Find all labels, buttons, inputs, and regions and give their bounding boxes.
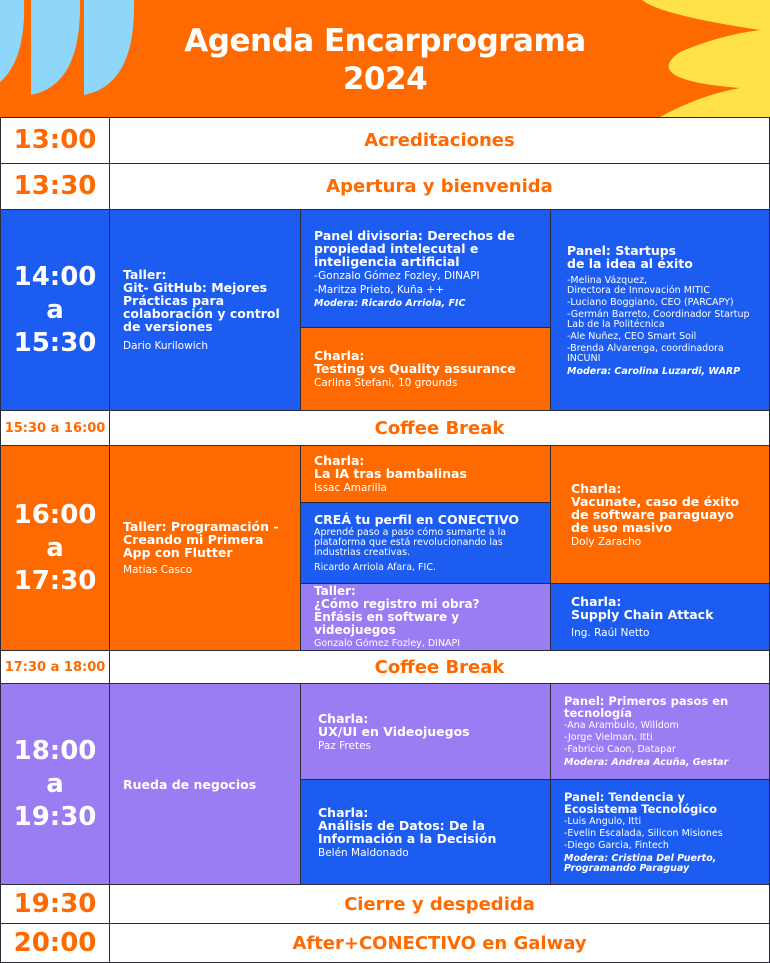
session-taller-flutter <box>109 445 301 651</box>
session-charla-testing <box>300 327 551 411</box>
session-after: After+CONECTIVO en Galway <box>109 923 770 963</box>
session-panel-primeros-pasos <box>550 683 770 780</box>
session-coffee-break: Coffee Break <box>109 410 770 446</box>
session-speaker: Doly Zaracho <box>571 535 642 548</box>
session-title: Charla: UX/UI en Videojuegos <box>318 710 470 739</box>
session-panel-startups <box>550 209 770 411</box>
session-speaker: Gonzalo Gómez Fozley, DINAPI <box>314 638 461 649</box>
session-apertura: Apertura y bienvenida <box>109 163 770 210</box>
session-speaker: Matias Casco <box>123 564 193 576</box>
panelist: -Jorge Vielman, Itti <box>564 732 653 743</box>
panelist: -Ana Arambulo, Willdom <box>564 720 679 731</box>
session-speaker: Issac Amarilla <box>314 482 387 494</box>
time-end: 17:30 <box>13 565 97 596</box>
title-line-1: Agenda Encarprograma <box>184 23 586 59</box>
time-13-30: 13:30 <box>0 163 110 210</box>
panelist: -Diego Garcia, Fintech <box>564 839 669 851</box>
session-title: Panel: Primeros pasos en tecnología <box>564 694 729 720</box>
header-banner <box>0 0 770 117</box>
time-start: 14:00 <box>13 261 97 292</box>
session-analisis-datos <box>300 779 551 885</box>
session-title: Panel divisoria: Derechos de propiedad intelecutal e inteligencia artificial <box>314 227 515 269</box>
session-rueda-negocios <box>109 683 301 885</box>
session-conectivo <box>300 502 551 584</box>
panelist: -Gonzalo Gómez Fozley, DINAPI <box>314 269 480 282</box>
time-start: 18:00 <box>13 735 97 766</box>
session-title: Charla: Análisis de Datos: De la Información a la Decisión <box>318 804 497 846</box>
time-separator: a <box>46 532 64 563</box>
session-title: Charla: Vacunate, caso de éxito de software paraguayo de uso masivo <box>571 480 740 535</box>
session-panel-tendencia <box>550 779 770 885</box>
session-supply-chain <box>550 583 770 651</box>
session-panel-derechos <box>300 209 551 328</box>
panelist: -Ale Nuñez, CEO Smart Soil <box>567 330 697 342</box>
session-vacunate <box>550 445 770 584</box>
time-19-30: 19:30 <box>0 884 110 924</box>
session-acreditaciones: Acreditaciones <box>109 117 770 164</box>
panelist: -Germán Barreto, Coordinador Startup Lab de la Politécnica <box>567 308 750 330</box>
session-title: Charla: Testing vs Quality assurance <box>314 348 516 376</box>
session-speaker: Ricardo Arriola Afara, FIC. <box>314 562 436 573</box>
moderator: Modera: Cristina Del Puerto, Programando Paraguay <box>564 852 717 874</box>
title-line-2: 2024 <box>342 61 428 97</box>
panelist: -Maritza Prieto, Kuña ++ <box>314 283 445 296</box>
time-14-00-15-30 <box>0 209 110 411</box>
panelist: -Evelin Escalada, Silicon Misiones <box>564 827 723 839</box>
session-speaker: Carlina Stefani, 10 grounds <box>314 377 458 389</box>
session-speaker: Belén Maldonado <box>318 846 409 859</box>
session-charla-ia <box>300 445 551 503</box>
session-title: CREÁ tu perfil en CONECTIVO <box>314 512 520 527</box>
time-13-00: 13:00 <box>0 117 110 164</box>
session-title: Taller: Programación - Creando mi Primera App con Flutter <box>123 519 279 560</box>
session-title: Charla: La IA tras bambalinas <box>314 453 467 481</box>
session-speaker: Ing. Raúl Netto <box>571 627 650 639</box>
session-title: Panel: Startups de la idea al éxito <box>567 242 693 271</box>
session-cierre: Cierre y despedida <box>109 884 770 924</box>
session-coffee-break: Coffee Break <box>109 650 770 684</box>
session-title: Rueda de negocios <box>123 776 257 792</box>
session-title: Taller: ¿Cómo registro mi obra? Enfásis en software y videojuegos <box>314 584 480 637</box>
session-title: Charla: Supply Chain Attack <box>571 594 714 622</box>
page-title <box>0 22 770 98</box>
moderator: Modera: Carolina Luzardi, WARP <box>567 365 741 377</box>
session-taller-obra <box>300 583 551 651</box>
time-15-30-16-00: 15:30 a 16:00 <box>0 410 110 446</box>
time-16-00-17-30 <box>0 445 110 651</box>
panelist: -Luciano Boggiano, CEO (PARCAPY) <box>567 296 734 308</box>
panelist: -Fabricio Caon, Datapar <box>564 744 676 755</box>
session-taller-git <box>109 209 301 411</box>
panelist: -Luis Angulo, Itti <box>564 815 642 827</box>
session-title: Panel: Tendencia y Ecosistema Tecnológico <box>564 789 718 816</box>
time-start: 16:00 <box>13 499 97 530</box>
session-title: Taller: Git- GitHub: Mejores Prácticas para colaboración y control de versiones <box>123 267 280 334</box>
time-17-30-18-00: 17:30 a 18:00 <box>0 650 110 684</box>
panelist: -Brenda Alvarenga, coordinadora INCUNI <box>567 342 724 364</box>
moderator: Modera: Ricardo Arriola, FIC <box>314 297 466 309</box>
session-speaker: Paz Fretes <box>318 739 372 752</box>
moderator: Modera: Andrea Acuña, Gestar <box>564 757 729 768</box>
time-18-00-19-30 <box>0 683 110 885</box>
panelist: -Melina Vázquez, Directora de Innovación MITIC <box>567 274 710 296</box>
session-uxui <box>300 683 551 780</box>
session-description: Aprendé paso a paso cómo sumarte a la plataforma que está revolucionando las industrias creativas. <box>314 527 507 558</box>
time-separator: a <box>46 768 64 799</box>
time-end: 15:30 <box>13 327 97 358</box>
time-20-00: 20:00 <box>0 923 110 963</box>
time-end: 19:30 <box>13 801 97 832</box>
session-speaker: Dario Kurilowich <box>123 340 209 352</box>
time-separator: a <box>46 294 64 325</box>
